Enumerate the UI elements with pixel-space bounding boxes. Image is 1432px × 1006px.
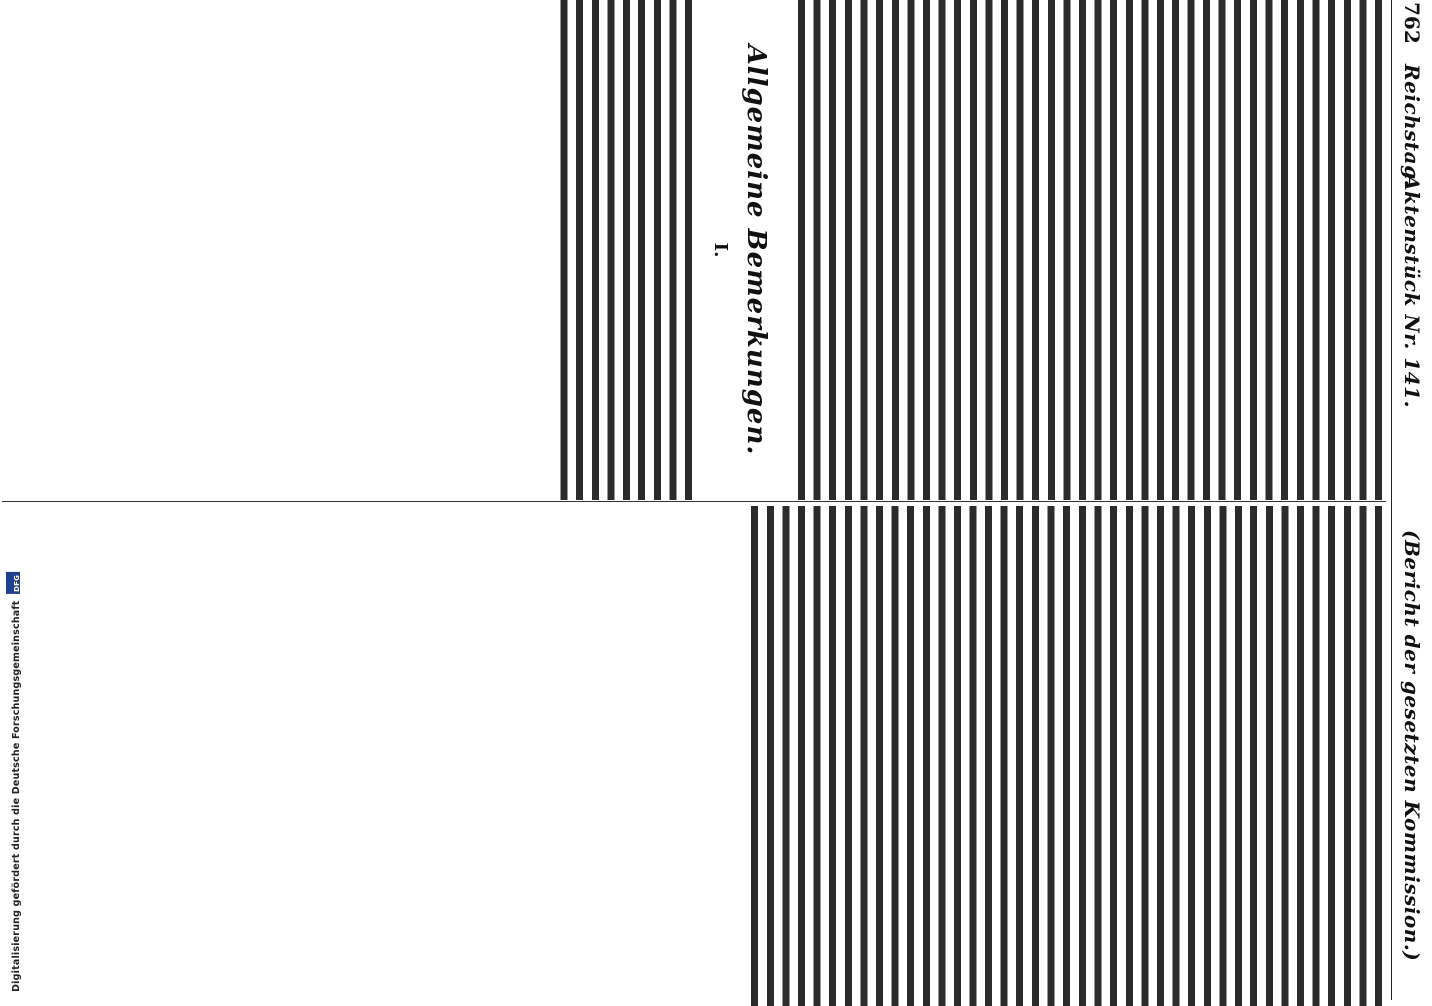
left-paragraph-2 [1168, 0, 1293, 500]
right-paragraph-4 [809, 506, 965, 1006]
section-heading: Allgemeine Bemerkungen. [741, 44, 772, 456]
left-paragraph-3 [1090, 0, 1168, 500]
left-paragraph-4 [887, 0, 1090, 500]
left-paragraph-5 [793, 0, 887, 500]
session-title: Reichstag. [1400, 64, 1424, 188]
dfg-logo-icon: DFG [6, 572, 20, 594]
credit-text: Digitalisierung gefördert durch die Deutsche Forschungsgemeinschaft [11, 600, 22, 992]
right-paragraph-2 [1074, 506, 1246, 1006]
left-paragraph-7 [556, 0, 634, 500]
section-number: I. [710, 242, 732, 258]
digitization-credit [6, 572, 22, 992]
left-column [556, 0, 1386, 500]
left-paragraph-6 [634, 0, 696, 500]
right-paragraph-1 [1246, 506, 1386, 1006]
column-divider [2, 501, 1386, 502]
right-column [747, 506, 1386, 1006]
left-paragraph-1 [1292, 0, 1386, 500]
page-header [1391, 0, 1428, 1000]
report-title: (Bericht der gesetzten Kommission.) [1400, 530, 1424, 962]
page-number: 762 [1400, 2, 1424, 44]
document-number: Aktenstück Nr. 141. [1400, 175, 1424, 409]
digitization-credit-strip [0, 0, 30, 1000]
right-paragraph-3 [965, 506, 1074, 1006]
right-paragraph-5 [747, 506, 809, 1006]
